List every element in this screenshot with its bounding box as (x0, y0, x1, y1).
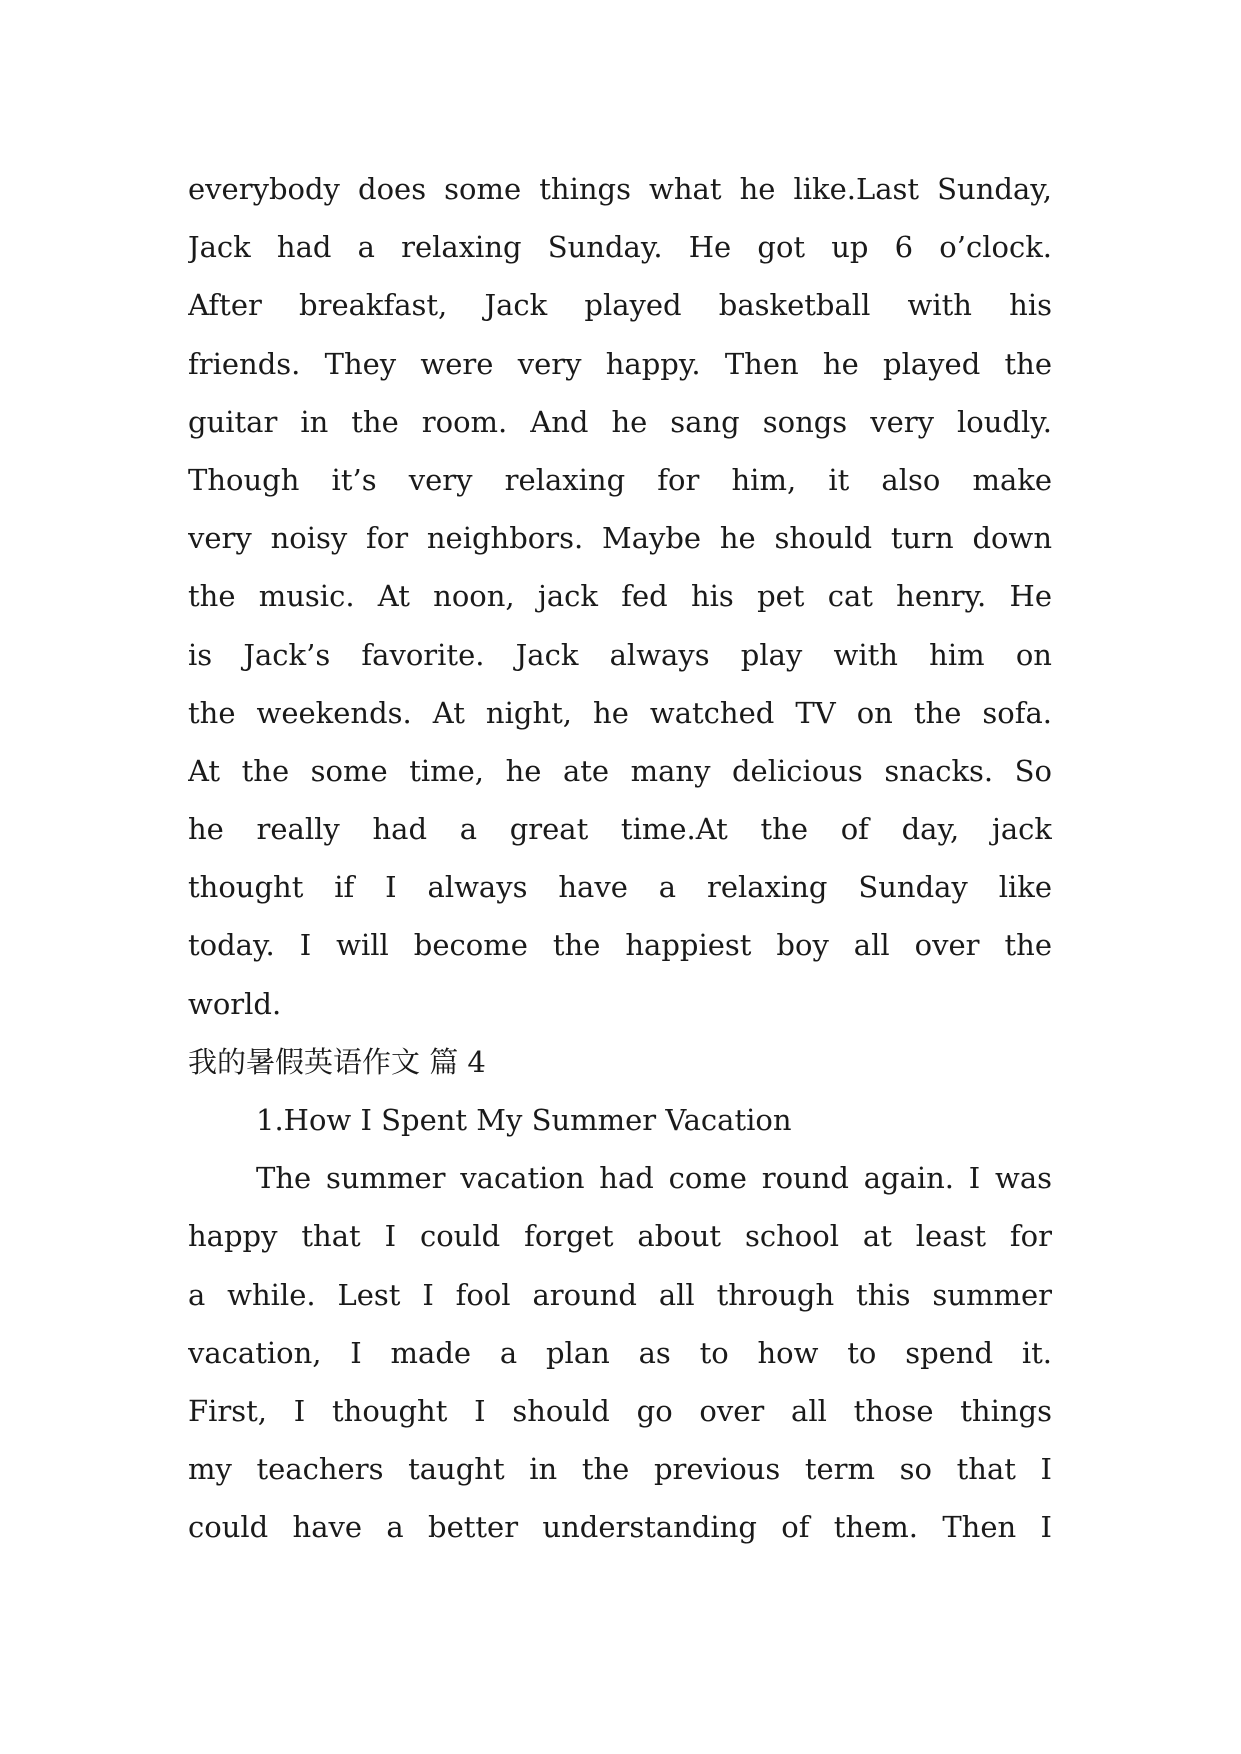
text-line: thought if I always have a relaxing Sunday like (188, 870, 1052, 905)
section-heading: 我的暑假英语作文 篇 4 (188, 1044, 486, 1079)
text-line: The summer vacation had come round again. I was (256, 1161, 1052, 1196)
text-line: very noisy for neighbors. Maybe he should turn down (188, 521, 1052, 556)
text-line: the weekends. At night, he watched TV on the sofa. (188, 695, 1052, 730)
text-line: he really had a great time.At the of day, jack (188, 812, 1052, 847)
text-line: today. I will become the happiest boy all over the (188, 928, 1052, 963)
text-line: First, I thought I should go over all those things (188, 1393, 1052, 1428)
text-line: is Jack’s favorite. Jack always play with him on (188, 637, 1052, 672)
essay-title: 1.How I Spent My Summer Vacation (256, 1103, 792, 1137)
text-line: the music. At noon, jack fed his pet cat henry. He (188, 579, 1052, 614)
text-line: At the some time, he ate many delicious snacks. So (188, 753, 1052, 788)
essay-text (188, 160, 1052, 1557)
text-line: friends. They were very happy. Then he played the (188, 346, 1052, 381)
text-line: vacation, I made a plan as to how to spend it. (188, 1335, 1052, 1370)
text-line: Though it’s very relaxing for him, it also make (188, 462, 1052, 497)
text-line: my teachers taught in the previous term so that I (188, 1452, 1052, 1487)
text-line: everybody does some things what he like.Last Sunday, (188, 172, 1052, 206)
text-line: guitar in the room. And he sang songs very loudly. (188, 404, 1052, 439)
text-line: happy that I could forget about school at least for (188, 1219, 1052, 1254)
text-line: could have a better understanding of them. Then I (188, 1510, 1052, 1545)
text-line: Jack had a relaxing Sunday. He got up 6 o’clock. (188, 230, 1052, 265)
text-line: a while. Lest I fool around all through this summer (188, 1277, 1052, 1312)
text-line: After breakfast, Jack played basketball with his (188, 288, 1052, 323)
text-line: world. (188, 986, 282, 1021)
